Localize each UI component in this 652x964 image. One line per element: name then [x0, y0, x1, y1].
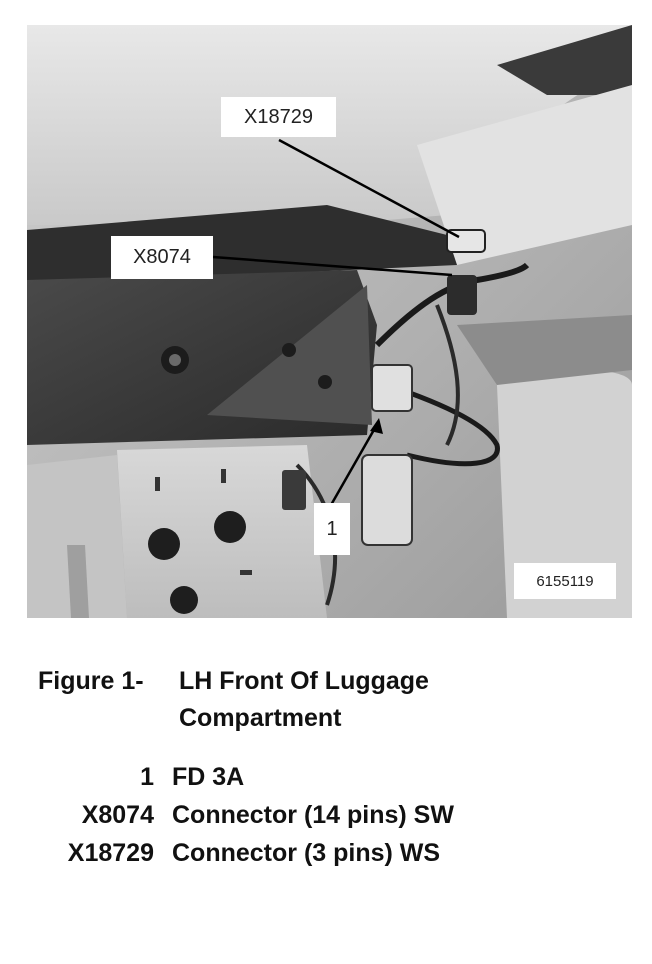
legend-key: X8074 — [81, 801, 154, 829]
legend-item — [0, 798, 652, 832]
callout-x18729: X18729 — [221, 97, 336, 137]
legend-item — [0, 836, 652, 870]
legend-key: 1 — [140, 763, 154, 791]
legend-desc: Connector (14 pins) SW — [172, 801, 454, 829]
image-number: 6155119 — [514, 563, 616, 599]
legend-key: X18729 — [67, 839, 154, 867]
figure-title-line2: Compartment — [179, 704, 342, 732]
figure-title-line1: LH Front Of Luggage — [179, 667, 429, 695]
figure-label: Figure 1- — [38, 667, 144, 695]
callout-item-1: 1 — [314, 503, 350, 555]
legend-desc: Connector (3 pins) WS — [172, 839, 441, 867]
legend-item — [0, 760, 652, 794]
legend-desc: FD 3A — [172, 763, 245, 791]
callout-x8074: X8074 — [111, 236, 213, 279]
